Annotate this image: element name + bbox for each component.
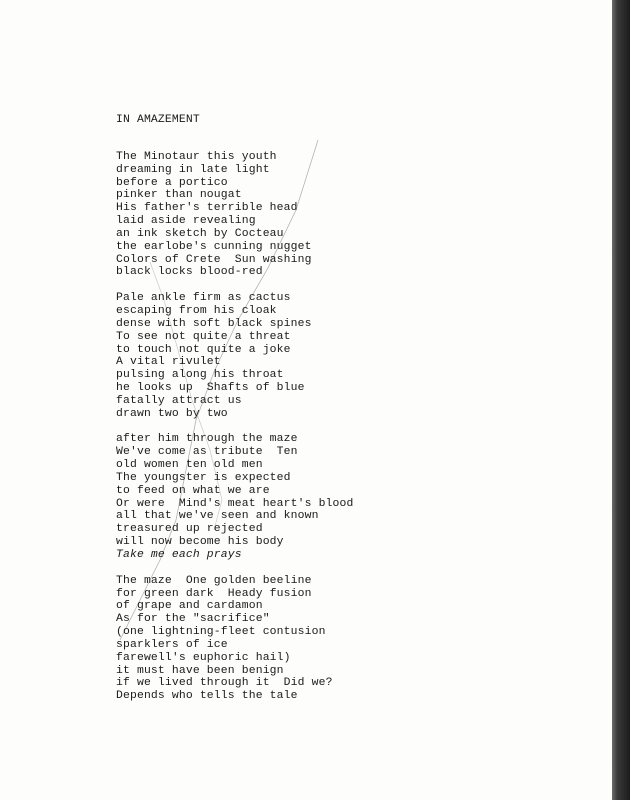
poem-line: His father's terrible head xyxy=(116,202,298,215)
poem-line: A vital rivulet xyxy=(116,356,221,369)
poem-line: dense with soft black spines xyxy=(116,317,312,330)
poem-line: after him through the maze xyxy=(116,433,298,446)
poem xyxy=(116,114,354,716)
poem-line: of grape and cardamon xyxy=(116,600,263,613)
poem-line: Or were Mind's meat heart's blood xyxy=(116,497,354,510)
poem-line: black locks blood-red xyxy=(116,266,263,279)
poem-line: to touch not quite a joke xyxy=(116,343,291,356)
poem-line: To see not quite a threat xyxy=(116,330,291,343)
poem-line: sparklers of ice xyxy=(116,638,228,651)
poem-line: drawn two by two xyxy=(116,407,228,420)
poem-line: will now become his body xyxy=(116,536,284,549)
poem-line: old women ten old men xyxy=(116,459,263,472)
stanza-3 xyxy=(116,433,354,561)
poem-line: pinker than nougat xyxy=(116,189,242,202)
poem-line: The maze One golden beeline xyxy=(116,574,312,587)
poem-line: Colors of Crete Sun washing xyxy=(116,253,312,266)
poem-line: for green dark Heady fusion xyxy=(116,587,312,600)
poem-line: dreaming in late light xyxy=(116,163,270,176)
poem-line: the earlobe's cunning nugget xyxy=(116,240,312,253)
poem-line: The Minotaur this youth xyxy=(116,150,277,163)
scanner-edge xyxy=(612,0,630,800)
poem-line: laid aside revealing xyxy=(116,215,256,228)
poem-line: We've come as tribute Ten xyxy=(116,446,298,459)
poem-line: before a portico xyxy=(116,176,228,189)
stanza-1 xyxy=(116,151,354,279)
poem-title: IN AMAZEMENT xyxy=(116,114,200,126)
poem-line: to feed on what we are xyxy=(116,484,270,497)
poem-line: if we lived through it Did we? xyxy=(116,677,333,690)
poem-line: Pale ankle firm as cactus xyxy=(116,292,291,305)
poem-line: it must have been benign xyxy=(116,664,284,677)
poem-line: treasured up rejected xyxy=(116,523,263,536)
poem-line: Depends who tells the tale xyxy=(116,690,298,703)
poem-line: escaping from his cloak xyxy=(116,304,277,317)
poem-line: As for the "sacrifice" xyxy=(116,613,270,626)
poem-line: he looks up Shafts of blue xyxy=(116,382,305,395)
poem-line: an ink sketch by Cocteau xyxy=(116,227,284,240)
poem-line: The youngster is expected xyxy=(116,471,291,484)
poem-line: farewell's euphoric hail) xyxy=(116,651,291,664)
poem-line: pulsing along his throat xyxy=(116,369,284,382)
stanza-4 xyxy=(116,575,354,703)
poem-line: all that we've seen and known xyxy=(116,510,319,523)
stanza-2 xyxy=(116,292,354,420)
poem-line: (one lightning-fleet contusion xyxy=(116,626,326,639)
poem-line: fatally attract us xyxy=(116,394,242,407)
poem-line: Take me each prays xyxy=(116,549,242,561)
